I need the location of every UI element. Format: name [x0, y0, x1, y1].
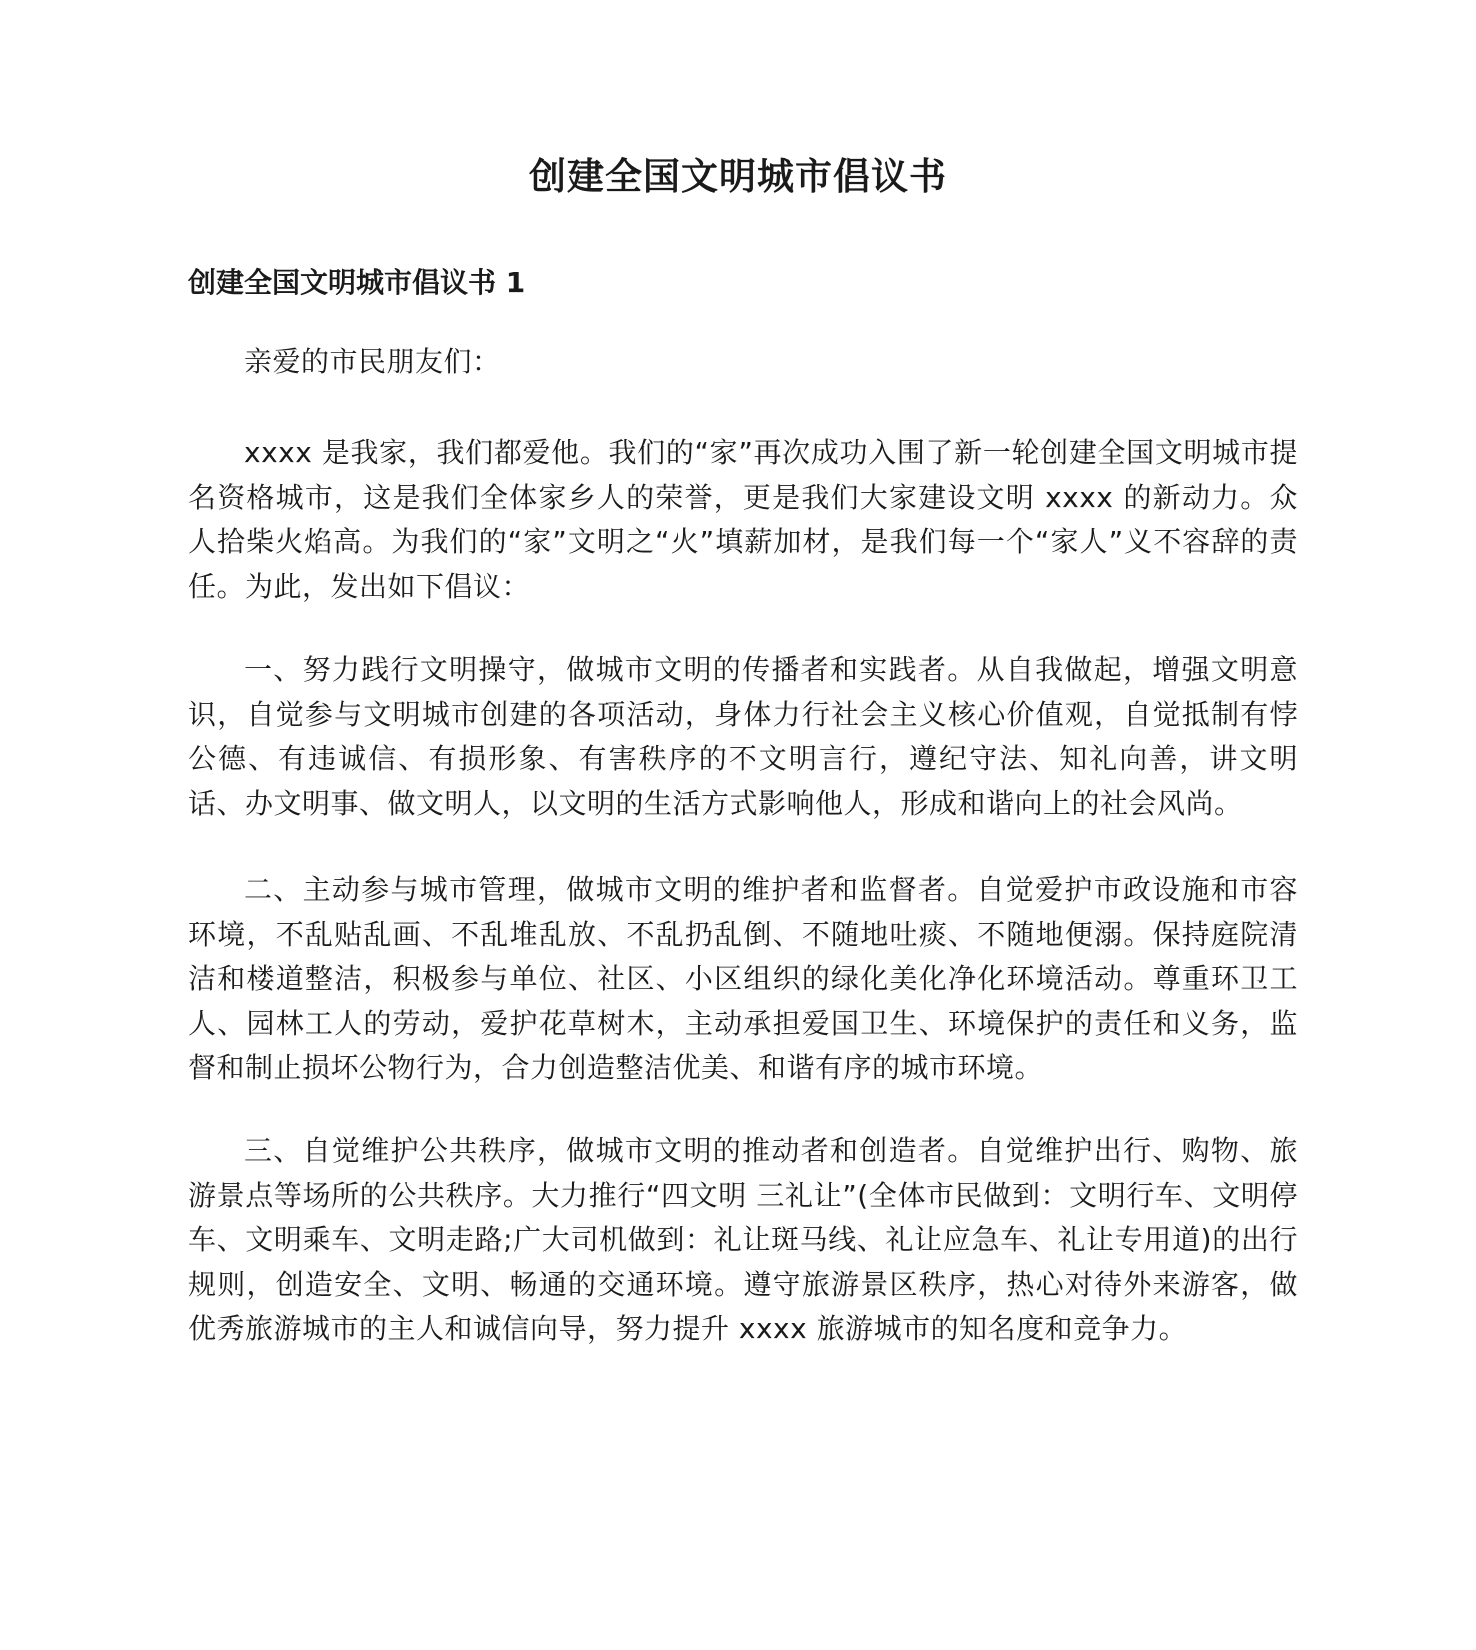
proposal-one-paragraph: 一、努力践行文明操守，做城市文明的传播者和实践者。从自我做起，增强文明意识，自觉参与文明城市创建的各项活动，身体力行社会主义核心价值观，自觉抵制有悖公德、有违诚信、有损形象、有害秩序的不文明言行，遵纪守法、知礼向善，讲文明话、办文明事、做文明人，以文明的生活方式影响他人，形成和谐向上的社会风尚。 [188, 653, 1298, 820]
intro-paragraph: xxxx 是我家，我们都爱他。我们的“家”再次成功入围了新一轮创建全国文明城市提名资格城市，这是我们全体家乡人的荣誉，更是我们大家建设文明 xxxx 的新动力。众人拾柴火焰高。为我们的“家”文明之“火”填薪加材，是我们每一个“家人”义不容辞的责任。为此，发出如下倡议： [188, 436, 1298, 603]
proposal-three-paragraph: 三、自觉维护公共秩序，做城市文明的推动者和创造者。自觉维护出行、购物、旅游景点等场所的公共秩序。大力推行“四文明 三礼让”(全体市民做到：文明行车、文明停车、文明乘车、文明走路;广大司机做到：礼让斑马线、礼让应急车、礼让专用道)的出行规则，创造安全、文明、畅通的交通环境。遵守旅游景区秩序，热心对待外来游客，做优秀旅游城市的主人和诚信向导，努力提升 xxxx 旅游城市的知名度和竞争力。 [188, 1134, 1298, 1345]
document-title: 创建全国文明城市倡议书 [529, 155, 947, 198]
section-heading: 创建全国文明城市倡议书 1 [188, 266, 526, 299]
proposal-two-paragraph: 二、主动参与城市管理，做城市文明的维护者和监督者。自觉爱护市政设施和市容环境，不乱贴乱画、不乱堆乱放、不乱扔乱倒、不随地吐痰、不随地便溺。保持庭院清洁和楼道整洁，积极参与单位、社区、小区组织的绿化美化净化环境活动。尊重环卫工人、园林工人的劳动，爱护花草树木，主动承担爱国卫生、环境保护的责任和义务，监督和制止损坏公物行为，合力创造整洁优美、和谐有序的城市环境。 [188, 873, 1298, 1084]
salutation-paragraph: 亲爱的市民朋友们： [244, 345, 501, 378]
